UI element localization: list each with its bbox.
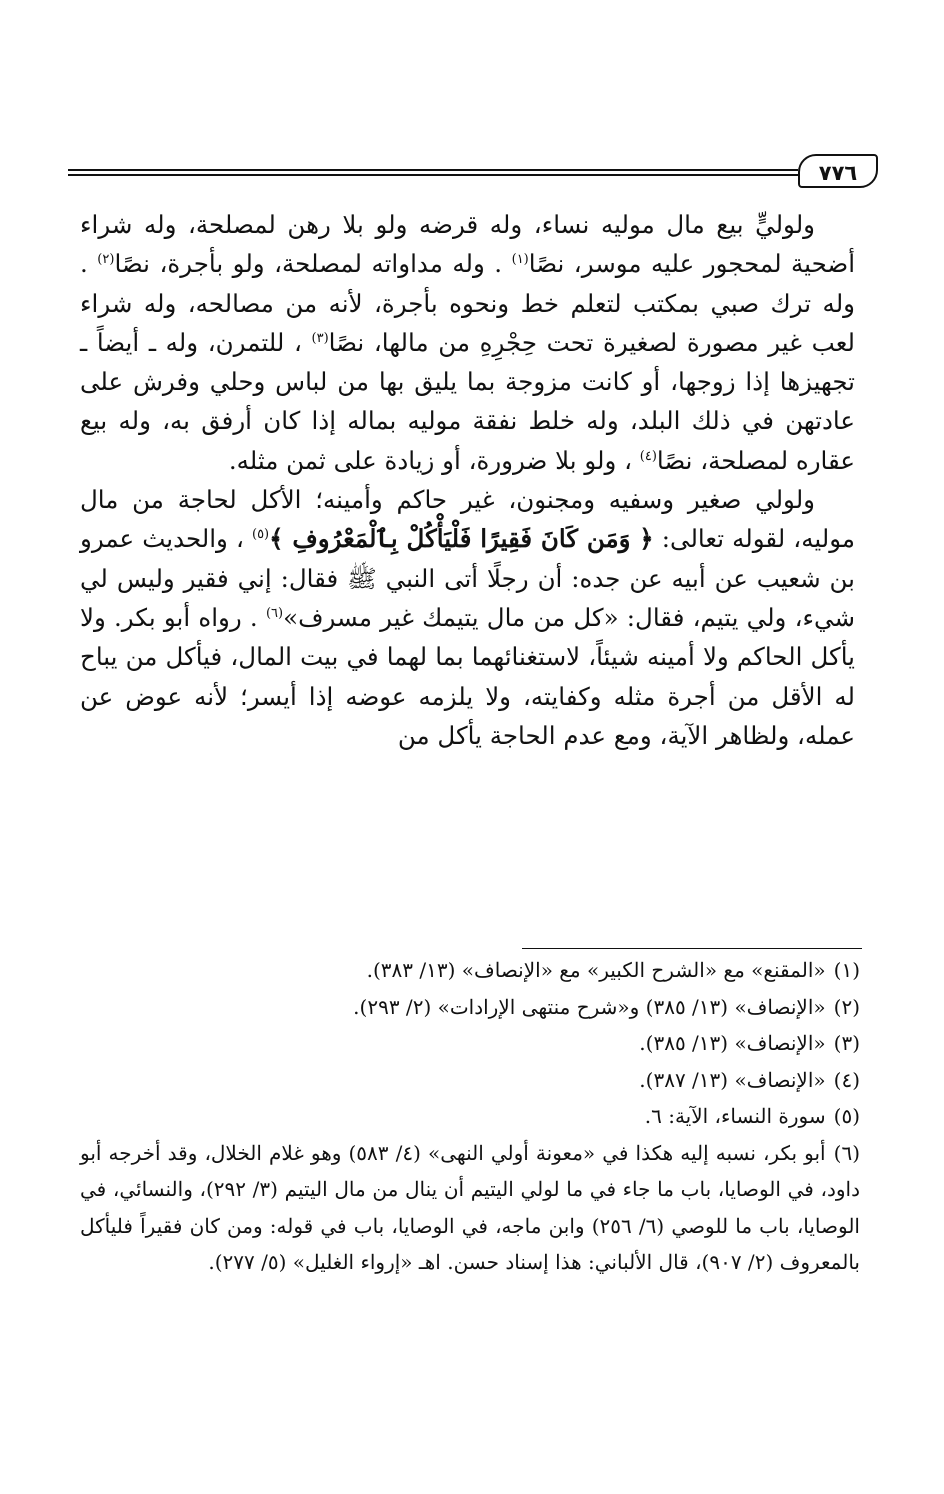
footnotes	[80, 952, 860, 1281]
paragraph-2-text-a: ولولي صغير وسفيه ومجنون، غير حاكم وأمينه؛ الأكل لحاجة من مال موليه، لقوله تعالى:	[80, 485, 855, 554]
footnote-5	[80, 1098, 860, 1135]
footnote-2	[80, 989, 860, 1026]
footnote-4	[80, 1062, 860, 1099]
footnote-3	[80, 1025, 860, 1062]
paragraph-1-text-a: ولوليٍّ بيع مال موليه نساء، وله قرضه ولو بلا رهن لمصلحة، وله شراء أضحية لمحجور عليه موسر، نصًا	[80, 210, 855, 279]
paragraph-1	[80, 205, 855, 480]
footnote-number: (٥)	[833, 1104, 860, 1128]
footnote-ref-3[interactable]: (٣)	[311, 330, 329, 346]
footnote-ref-5[interactable]: (٥)	[251, 527, 270, 543]
footnote-ref-2[interactable]: (٢)	[97, 252, 115, 268]
footnote-text: سورة النساء، الآية: ٦.	[644, 1104, 826, 1128]
footnote-1	[80, 952, 860, 989]
footnote-text: «الإنصاف» (١٣/ ٣٨٧).	[639, 1067, 826, 1092]
footnote-ref-4[interactable]: (٤)	[639, 448, 657, 464]
paragraph-1-text-e: ، ولو بلا ضرورة، أو زيادة على ثمن مثله.	[228, 445, 640, 475]
footnote-number: (٢)	[833, 994, 860, 1019]
paragraph-2	[80, 480, 855, 755]
main-text	[80, 205, 855, 755]
paragraph-1-text-b: . وله مداواته لمصلحة، ولو بأجرة، نصًا	[114, 249, 512, 279]
footnote-text: «المقنع» مع «الشرح الكبير» مع «الإنصاف» (١٣/ ٣٨٣).	[366, 958, 826, 982]
header-rule	[68, 169, 798, 176]
footnote-number: (١)	[833, 958, 860, 982]
page-number: ٧٧٦	[798, 154, 878, 188]
footnote-ref-1[interactable]: (١)	[511, 252, 529, 268]
footnote-ref-6[interactable]: (٦)	[265, 605, 284, 621]
footnote-text: «الإنصاف» (١٣/ ٣٨٥).	[639, 1031, 826, 1055]
footnote-number: (٦)	[833, 1140, 860, 1165]
footnote-text: أبو بكر، نسبه إليه هكذا في «معونة أولي النهى» (٤/ ٥٨٣) وهو غلام الخلال، وقد أخرجه أبو داود، في الوصايا، باب ما جاء في ما لولي اليتيم أن ينال من مال اليتيم (٣/ ٢٩٢)، والنسائي، في الوصايا، باب ما للوصي (٦/ ٢٥٦) وابن ماجه، في الوصايا، باب في قوله: ومن كان فقيراً فليأكل بالمعروف (٢/ ٩٠٧)، قال الألباني: هذا إسناد حسن. اهـ «إرواء الغليل» (٥/ ٢٧٧).	[80, 1140, 860, 1274]
footnote-number: (٣)	[833, 1031, 860, 1055]
footnote-number: (٤)	[833, 1067, 860, 1092]
footnote-divider	[522, 948, 862, 949]
paragraph-1-text-d: ، للتمرن، وله ـ أيضاً ـ تجهيزها إذا زوجها، أو كانت مزوجة بما يليق بها من لباس وحلي وفرش على عادتهن في ذلك البلد، وله خلط نفقة موليه بماله إذا كان أرفق به، وله بيع عقاره لمصلحة، نصًا	[80, 327, 855, 475]
page-header	[68, 152, 878, 192]
paragraph-2-text-c: . رواه أبو بكر. ولا يأكل الحاكم ولا أمينه شيئاً، لاستغنائهما بما لهما في بيت المال، فيأكل من يباح له الأقل من أجرة مثله وكفايته، ولا يلزمه عوضه إذا أيسر؛ لأنه عوض عن عمله، ولظاهر الآية، ومع عدم الحاجة يأكل من	[80, 602, 855, 750]
paragraph-2-text-b: ، والحديث عمرو بن شعيب عن أبيه عن جده: أن رجلًا أتى النبي ﷺ فقال: إني فقير وليس لي شيء، ولي يتيم، فقال: «كل من مال يتيمك غير مسرف»	[80, 524, 855, 632]
paragraph-1-text-c: . وله ترك صبي بمكتب لتعلم خط ونحوه بأجرة، لأنه من مصالحه، وله شراء لعب غير مصورة لصغيرة تحت حِجْرِهِ من مالها، نصًا	[80, 249, 855, 357]
footnote-text: «الإنصاف» (١٣/ ٣٨٥) و«شرح منتهى الإرادات» (٢/ ٢٩٣).	[353, 994, 826, 1019]
footnote-6	[80, 1135, 860, 1281]
quran-verse: ﴿ وَمَن كَانَ فَقِيرًا فَلْيَأْكُلْ بِٱلْمَعْرُوفِ ﴾	[269, 524, 654, 554]
